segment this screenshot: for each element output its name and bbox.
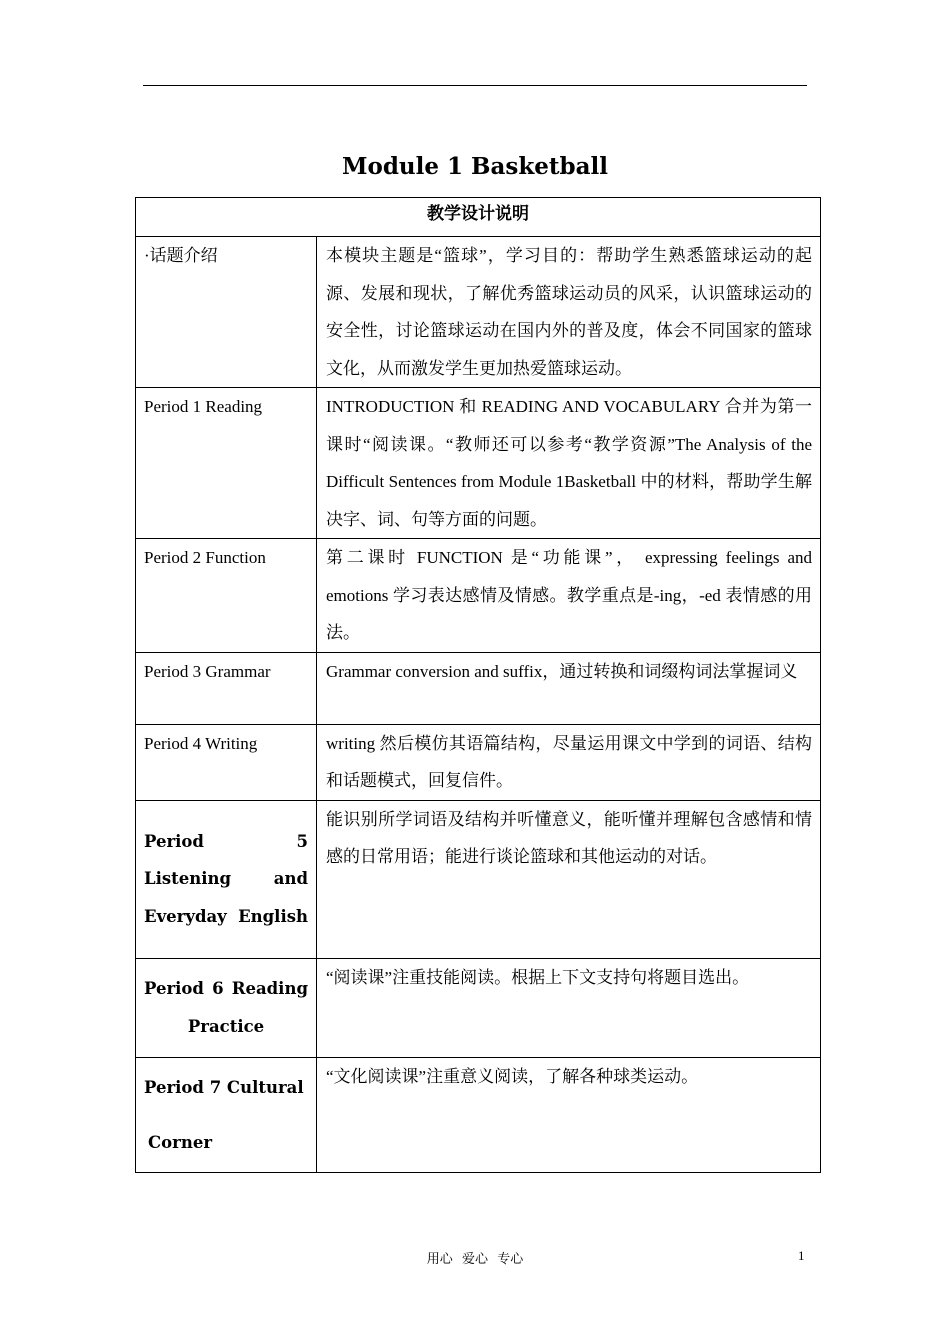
page-footer (0, 1248, 950, 1268)
row-label-period-7 (136, 1057, 317, 1172)
row-label-topic: ·话题介绍 (136, 237, 317, 388)
header-rule (143, 85, 807, 86)
row-text-period-3: Grammar conversion and suffix，通过转换和词缀构词法掌握词义 (317, 652, 821, 724)
table-row (136, 958, 821, 1057)
table-row (136, 652, 821, 724)
row-label-period-4: Period 4 Writing (136, 724, 317, 800)
footer-motto: 用心 爱心 专心 (426, 1251, 524, 1266)
row-text-period-2: 第二课时 FUNCTION 是“功能课”， expressing feelings and emotions 学习表达感情及情感。教学重点是-ing，-ed 表情感的用法。 (317, 539, 821, 653)
row-label-period-3: Period 3 Grammar (136, 652, 317, 724)
document-title: Module 1 Basketball (342, 153, 608, 180)
row-text-period-7: “文化阅读课”注重意义阅读，了解各种球类运动。 (317, 1057, 821, 1172)
table-row (136, 800, 821, 958)
row-text-period-1: INTRODUCTION 和 READING AND VOCABULARY 合并为第一课时“阅读课。“教师还可以参考“教学资源”The Analysis of the Difficult Sentences from Module 1Basketball 中的材料，帮助学生解决字、词、句等方面的问题。 (317, 388, 821, 539)
table-row (136, 388, 821, 539)
page-number: 1 (798, 1248, 805, 1263)
row-text-period-5: 能识别所学词语及结构并听懂意义，能听懂并理解包含感情和情感的日常用语；能进行谈论篮球和其他运动的对话。 (317, 800, 821, 958)
row-label-period-5 (136, 800, 317, 958)
table-row (136, 237, 821, 388)
teaching-plan-table (135, 197, 821, 1173)
row-label-period-6 (136, 958, 317, 1057)
row-label-period-2: Period 2 Function (136, 539, 317, 653)
table-header: 教学设计说明 (136, 198, 821, 237)
row-label-period-6-text: Period 6 Reading Practice (144, 979, 308, 1036)
row-label-period-7-line1: Period 7 Cultural (144, 1077, 304, 1097)
table-header-row (136, 198, 821, 237)
row-text-period-6: “阅读课”注重技能阅读。根据上下文支持句将题目选出。 (317, 958, 821, 1057)
table-row (136, 539, 821, 653)
table-row (136, 724, 821, 800)
table-row (136, 1057, 821, 1172)
row-label-period-5-text: Period 5 Listening and Everyday English (144, 831, 308, 926)
row-text-period-4: writing 然后模仿其语篇结构，尽量运用课文中学到的词语、结构和话题模式，回复信件。 (317, 724, 821, 800)
row-label-period-7-line2: Corner (148, 1132, 213, 1152)
row-text-topic: 本模块主题是“篮球”，学习目的：帮助学生熟悉篮球运动的起源、发展和现状，了解优秀篮球运动员的风采，认识篮球运动的安全性，讨论篮球运动在国内外的普及度，体会不同国家的篮球文化，从而激发学生更加热爱篮球运动。 (317, 237, 821, 388)
row-label-period-1: Period 1 Reading (136, 388, 317, 539)
